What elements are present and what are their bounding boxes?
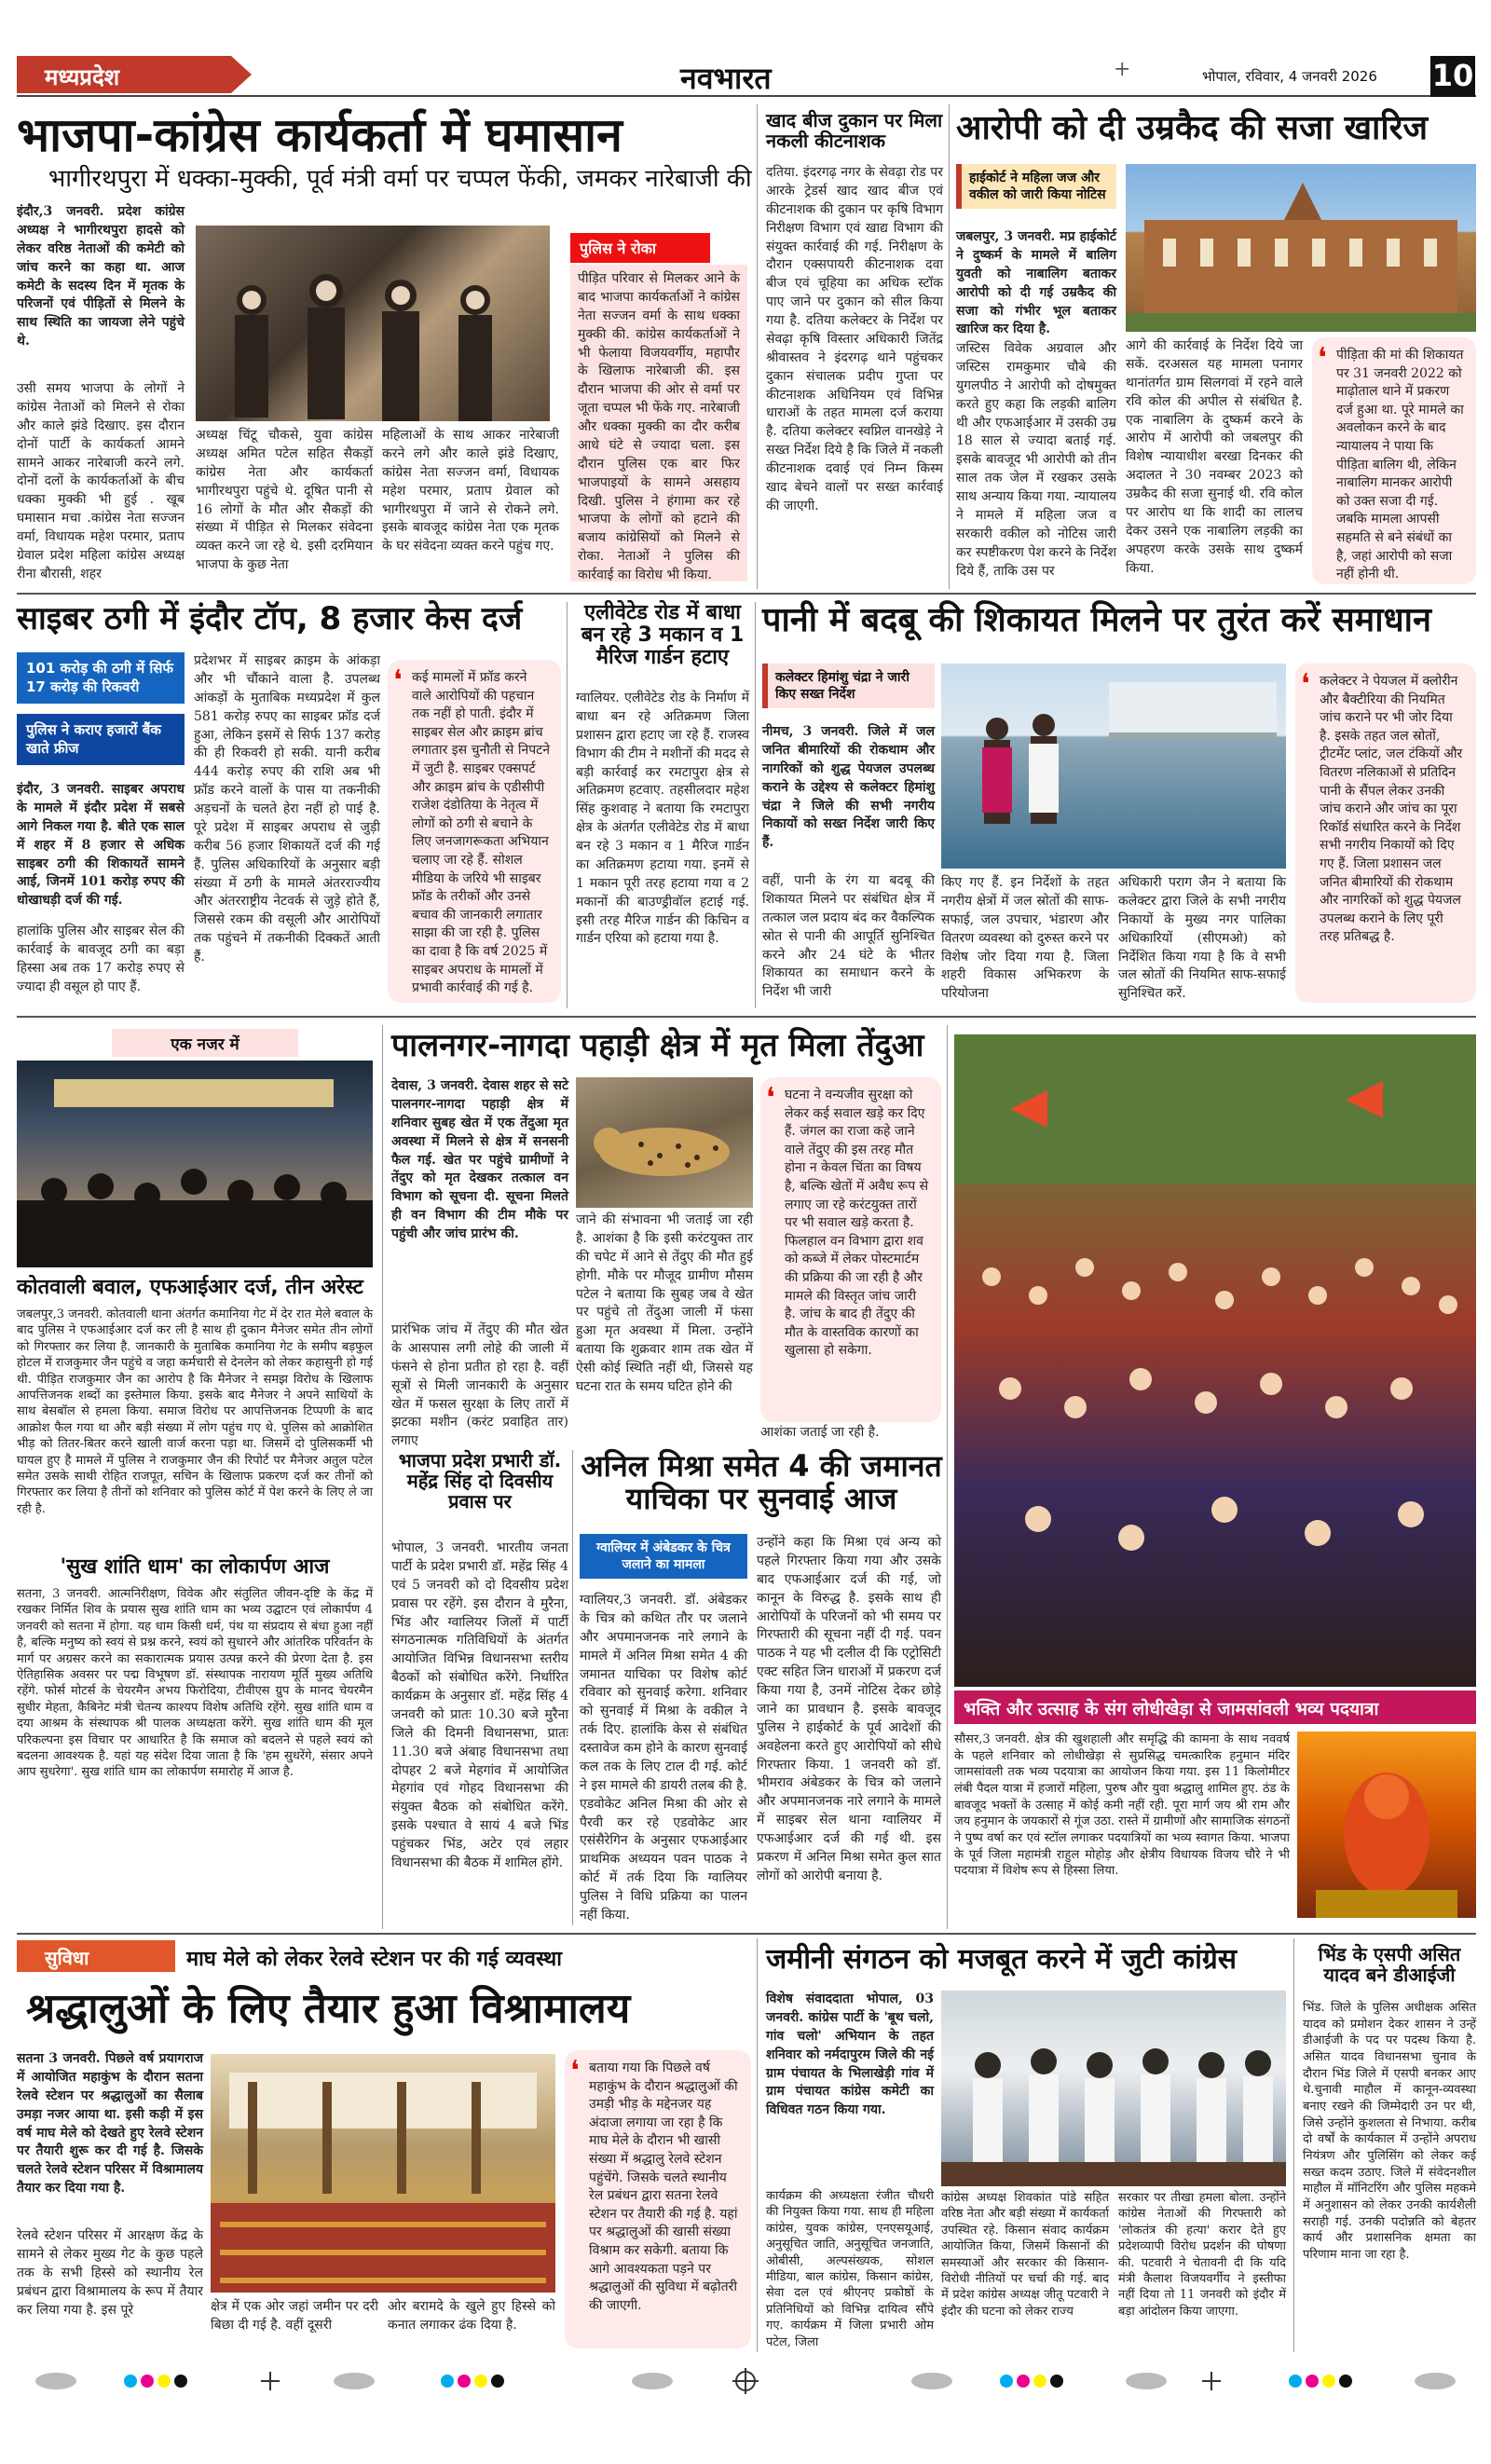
photo-rest-area-scene	[211, 2054, 555, 2293]
column-divider	[572, 1450, 573, 1925]
row-divider	[17, 1933, 1476, 1935]
row-divider	[17, 1016, 1476, 1018]
body-rest-area-col2: क्षेत्र में एक ओर जहां जमीन पर दरी बिछा दी गई है. वहीं दूसरी	[211, 2299, 378, 2333]
body-water-smell-col1: वहीं, पानी के रंग या बदबू की शिकायत मिलने पर संबंधित क्षेत्र में तत्काल जल प्रदाय बंद कर वैकल्पिक स्रोत से पानी की आपूर्ति सुनिश्चित करने और 24 घंटे के भीतर शिकायत का समाधान करने के निर्देश भी जारी	[762, 873, 935, 1000]
body-leopard-col1: प्रारंभिक जांच में तेंदुए की मौत खेत के आसपास लगी लोहे की जाली में फंसने से होना प्रतीत हो रहा है. वहीं सूत्रों से मिली जानकारी के अनुसार खेत में फसल सुरक्षा के लिए तारों में झटका मशीन (करंट प्रवाहित तार) लगाए	[391, 1322, 568, 1449]
column-divider	[757, 1938, 758, 2352]
photo-water-plant-scene	[941, 664, 1286, 869]
page-number: 10	[1430, 56, 1475, 97]
body-bjp-congress-col3: महिलाओं के साथ आकर नारेबाजी करने लगे और काले झंडे दिखाए, कांग्रेस नेता सज्जन वर्मा, विधायक महेश परमार, प्रताप ग्रेवाल को भागीरथपुरा में जाने से रोकने लगे. इसके बावजूद कांग्रेस नेता एक मृतक के घर संवेदना व्यक्त करने पहुंच गए.	[382, 428, 559, 554]
tag-highcourt-notice: हाईकोर्ट ने महिला जज और वकील को जारी किया नोटिस	[956, 164, 1116, 209]
tag-police-stopped: पुलिस ने रोका	[570, 233, 710, 263]
photo-padyatra-crowd	[954, 1034, 1476, 1687]
lead-leopard: देवास, 3 जनवरी. देवास शहर से सटे पालनगर-नागदा पहाड़ी क्षेत्र में शनिवार सुबह खेत में एक तेंदुआ मृत अवस्था में मिलने से क्षेत्र में सनसनी फैल गई. खेत पर पहुंचे ग्रामीणों ने तेंदुए को मृत देखकर तत्काल वन विभाग को सूचना दी. सूचना मिलते ही वन विभाग की टीम मौके पर पहुंची और जांच प्रारंभ की.	[391, 1078, 568, 1241]
body-water-smell-col3: अधिकारी पराग जैन ने बताया कि कलेक्टर द्वारा जिले के सभी नगरीय निकायों के मुख्य नगर पालिका अधिकारियों (सीएमओ) को निर्देशित किया गया है कि वे सभी जल स्रोतों की नियमित साफ-सफाई सुनिश्चित करें.	[1118, 875, 1286, 1002]
dateline: भोपाल, रविवार, 4 जनवरी 2026	[1202, 68, 1377, 85]
headline-leopard: पालनगर-नागदा पहाड़ी क्षेत्र में मृत मिला तेंदुआ	[391, 1027, 924, 1064]
kicker-magh-mela: माघ मेले को लेकर रेलवे स्टेशन पर की गई व्यवस्था	[186, 1948, 562, 1971]
headline-bjp-incharge: भाजपा प्रदेश प्रभारी डॉ. महेंद्र सिंह दो दिवसीय प्रवास पर	[398, 1449, 562, 1513]
headline-cyber-fraud: साइबर ठगी में इंदौर टॉप, 8 हजार केस दर्ज	[17, 600, 523, 637]
crosshair-icon: +	[1114, 58, 1131, 81]
headline-life-sentence: आरोपी को दी उम्रकैद की सजा खारिज	[956, 109, 1429, 147]
lead-cyber-fraud: इंदौर, 3 जनवरी. साइबर अपराध के मामले में इंदौर प्रदेश में सबसे आगे निकल गया है. बीते एक साल में शहर में 8 हजार से अधिक साइबर ठगी की शिकायतें सामने आई, जिनमें 101 करोड़ रुपए की धोखाधड़ी दर्ज की गई.	[17, 782, 185, 909]
photo-hanuman-idol	[1297, 1732, 1476, 1918]
quote-cyber-fraud: ❛ कई मामलों में फ्रॉड करने वाले आरोपियों की पहचान तक नहीं हो पाती. इंदौर में साइबर सेल और क्राइम ब्रांच लगातार इस चुनौती से निपटने में जुटी है. साइबर एक्सपर्ट और क्राइम ब्रांच के एडीसीपी राजेश दंडोतिया के नेतृत्व में लोगों को ठगी से बचाने के लिए जनजागरूकता अभियान चलाए जा रहे हैं. सोशल मीडिया के जरिये भी साइबर फ्रॉड के तरीकों और उनसे बचाव की जानकारी लगातार साझा की जा रही है. पुलिस का दावा है कि वर्ष 2025 में साइबर अपराध के मामलों में प्रभावी कार्रवाई की गई है.	[388, 660, 561, 1003]
photo-hanuman-temple	[1297, 1732, 1476, 1918]
body-bjp-congress-col2: अध्यक्ष चिंटू चौकसे, युवा कांग्रेस अध्यक्ष अमित पटेल सहित सैकड़ों कांग्रेस नेता और कार्यकर्ता भागीरथपुरा पहुंचे थे. दूषित पानी से 16 लोगों के मौत और सैकड़ों की संख्या में पीड़ित से मिलकर संवेदना व्यक्त करने जा रहे थे. इसी दरमियान भाजपा के कुछ नेता	[196, 428, 373, 573]
body-anil-mishra-col2: उन्होंने कहा कि मिश्रा एवं अन्य को पहले गिरफ्तार किया गया और उसके बाद एफआईआर दर्ज की गई, जो कानून के विरुद्ध है. इसके साथ ही आरोपियों के परिजनों को भी समय पर गिरफ्तारी की सूचना नहीं दी गई. पवन पाठक ने यह भी दलील दी कि एट्रोसिटी एक्ट सहित जिन धाराओं में प्रकरण दर्ज किया गया है, उनमें नोटिस देकर छोड़े जाने का प्रावधान है. इसके बावजूद पुलिस ने हाईकोर्ट के पूर्व आदेशों की अवहेलना करते हुए आरोपियों को सीधे गिरफ्तार किया. 1 जनवरी को डॉ. भीमराव अंबेडकर के चित्र को जलाने और अपमानजनक नारे लगाने के मामले में साइबर सेल थाना ग्वालियर में एफआईआर दर्ज की गई थी. इस प्रकरण में अनिल मिश्रा समेत कुल सात लोगों को आरोपी बनाया है.	[757, 1535, 941, 1883]
caption-padyatra: भक्ति और उत्साह के संग लोधीखेड़ा से जामसांवली भव्य पदयात्रा	[954, 1691, 1476, 1724]
tag-ambedkar-case: ग्वालियर में अंबेडकर के चित्र जलाने का मामला	[580, 1534, 747, 1579]
photo-protest	[196, 226, 550, 421]
photo-highcourt-building	[1126, 164, 1476, 332]
body-bhind-sp: भिंड. जिले के पुलिस अधीक्षक असित यादव को प्रमोशन देकर शासन ने उन्हें डीआईजी के पद पर पदस्थ किया है. असित यादव विधानसभा चुनाव के दौरान भिंड जिले में एसपी बनकर आए थे.चुनावी माहौल में कानून-व्यवस्था बनाए रखने की जिम्मेदारी उन पर थी, जिसे उन्होंने कुशलता से निभाया. करीब दो वर्षों के कार्यकाल में उन्होंने अपराध नियंत्रण और पुलिसिंग को लेकर कई सख्त कदम उठाए. जिले में संवेदनशील माहौल में मॉनिटरिंग और पुलिस महकमे में अनुशासन को लेकर उनकी कार्यशैली सराही गई. उनकी पदोन्नति को बेहतर कार्य और प्रशासनिक क्षमता का परिणाम माना जा रहा है.	[1303, 2001, 1476, 2263]
headline-rest-area: श्रद्धालुओं के लिए तैयार हुआ विश्रामालय	[26, 1985, 631, 2033]
photo-highcourt	[1126, 164, 1476, 332]
print-marks	[0, 2367, 1491, 2395]
body-anil-mishra-col1: ग्वालियर,3 जनवरी. डॉ. अंबेडकर के चित्र को कथित तौर पर जलाने और अपमानजनक नारे लगाने के मामले में अनिल मिश्रा समेत 4 की जमानत याचिका पर विशेष कोर्ट रविवार को सुनवाई करेगा. शनिवार को सुनवाई में मिश्रा के वकील ने तर्क दिए. हालांकि केस से संबंधित दस्तावेज कम होने के कारण सुनवाई कल तक के लिए टाल दी गई. कोर्ट ने इस मामले की डायरी तलब की है. एडवोकेट अनिल मिश्रा की ओर से पैरवी कर रहे एडवोकेट आर एसंसैरेगिन के अनुसार एफआईआर प्राथमिक अध्ययन पवन पाठक ने कोर्ट में तर्क दिया कि ग्वालियर पुलिस ने विधि प्रक्रिया का पालन नहीं किया.	[580, 1593, 747, 1923]
photo-kotwali-crowd-figures	[17, 1061, 373, 1267]
body-cyber-fraud-col2: प्रदेशभर में साइबर क्राइम के आंकड़ा और भी चौंकाने वाला है. उपलब्ध आंकड़ों के मुताबिक मध्यप्रदेश में कुल 581 करोड़ रुपए का साइबर फ्रॉड दर्ज हुआ, लेकिन इसमें से सिर्फ 137 करोड़ की ही रिकवरी हो सकी. यानी करीब 444 करोड़ रुपए की राशि अब भी फ्रॉड करने वालों के पास या तकनीकी अड़चनों के चलते हेरा नहीं हो पाई है. पूरे प्रदेश में साइबर अपराध से जुड़ी करीब 56 हजार शिकायतें दर्ज की गई हैं. पुलिस अधिकारियों के अनुसार बड़ी संख्या में ठगी के मामले अंतरराज्यीय और अंतरराष्ट्रीय नेटवर्क से जुड़े होते हैं, जिससे रकम की वसूली और आरोपियों तक पहुंचने में तकनीकी दिक्कतें आती हैं.	[194, 653, 380, 965]
tag-bank-freeze: पुलिस ने कराए हजारों बैंक खाते फ्रीज	[17, 714, 185, 765]
headline-congress-grassroots: जमीनी संगठन को मजबूत करने में जुटी कांग्रेस	[766, 1943, 1238, 1976]
photo-padyatra	[954, 1034, 1476, 1687]
photo-water-plant	[941, 664, 1286, 869]
photo-leopard-shape	[576, 1077, 753, 1208]
tag-convenience: सुविधा	[17, 1940, 175, 1972]
headline-anil-mishra: अनिल मिश्रा समेत 4 की जमानत याचिका पर सुनवाई आज	[581, 1448, 942, 1517]
column-divider	[949, 104, 950, 589]
photo-protest-figures	[196, 226, 550, 421]
photo-congress-meeting-figures	[941, 1991, 1286, 2186]
section-tag: मध्यप्रदेश	[17, 56, 231, 93]
body-congress-col1: कार्यक्रम की अध्यक्षता रंजीत चौधरी की नियुक्त किया गया. साथ ही महिला कांग्रेस, युवक कांग्रेस, एनएसयूआई, अनुसूचित जाति, अनुसूचित जनजाति, ओबीसी, अल्पसंख्यक, सोशल मीडिया, बाल कांग्रेस, किसान कांग्रेस, सेवा दल एवं श्रीएनए प्रकोष्ठों के प्रतिनिधियों को विभिन्न दायित्व सौंपे गए. कार्यक्रम में जिला प्रभारी ओम पटेल, जिला	[766, 2189, 934, 2349]
headline-bjp-congress: भाजपा-कांग्रेस कार्यकर्ता में घमासान	[17, 108, 622, 162]
lead-congress-grassroots: विशेष संवाददाता भोपाल, 03 जनवरी. कांग्रेस पार्टी के 'बूथ चलो, गांव चलो' अभियान के तहत शनिवार को नर्मदापुरम जिले की नई ग्राम पंचायत के भिलाखेड़ी गांव में ग्राम पंचायत कांग्रेस कमेटी का विधिवत गठन किया गया.	[766, 1992, 934, 2118]
body-water-smell-col2: किए गए हैं. इन निर्देशों के तहत नगरीय क्षेत्रों में जल स्रोतों की साफ-सफाई, जल उपचार, भंडारण और वितरण व्यवस्था को दुरुस्त करने पर विशेष जोर दिया गया है. जिला शहरी विकास अभिकरण के परियोजना	[941, 875, 1109, 1002]
body-cyber-fraud-col1: हालांकि पुलिस और साइबर सेल की कार्रवाई के बावजूद ठगी का बड़ा हिस्सा अब तक 17 करोड़ रुपए से ज्यादा ही वसूल हो पाए हैं.	[17, 924, 185, 994]
tag-at-a-glance: एक नजर में	[112, 1029, 298, 1057]
body-bjp-incharge: भोपाल, 3 जनवरी. भारतीय जनता पार्टी के प्रदेश प्रभारी डॉ. महेंद्र सिंह 4 एवं 5 जनवरी को दो दिवसीय प्रदेश प्रवास पर रहेंगे. इस दौरान वे मुरैना, भिंड और ग्वालियर जिलों में पार्टी संगठनात्मक गतिविधियों के अंतर्गत आयोजित विभिन्न विधानसभा स्तरीय बैठकों को संबोधित करेंगे. निर्धारित कार्यक्रम के अनुसार डॉ. महेंद्र सिंह 4 जनवरी को प्रातः 10.30 बजे मुरैना जिले की दिमनी विधानसभा, प्रातः 11.30 बजे अंबाह विधानसभा तथा दोपहर 2 बजे मेहगांव में आयोजित मेहगांव एवं गोहद विधानसभा की संयुक्त बैठक को संबोधित करेंगे. इसके पश्चात वे सायं 4 बजे भिंड पहुंचकर भिंड, अटेर एवं लहार विधानसभा की बैठक में शामिल होंगे.	[391, 1540, 568, 1870]
lead-life-sentence: जबलपुर, 3 जनवरी. मप्र हाईकोर्ट ने दुष्कर्म के मामले में बालिग युवती को नाबालिग बताकर आरोपी को दी गई उम्रकैद की सजा को गंभीर भूल बताकर खारिज कर दिया है.	[956, 229, 1116, 337]
lead-rest-area: सतना 3 जनवरी. पिछले वर्ष प्रयागराज में आयोजित महाकुंभ के दौरान सतना रेलवे स्टेशन पर श्रद्धालुओं का सैलाब उमड़ा नजर आया था. इसी कड़ी में इस वर्ष माघ मेले को देखते हुए रेलवे स्टेशन पर तैयारी शुरू कर दी गई है. जिसके चलते रेलवे स्टेशन परिसर में विश्रामालय तैयार कर दिया गया है.	[17, 2051, 203, 2197]
subhead-bjp-congress: भागीरथपुरा में धक्का-मुक्की, पूर्व मंत्री वर्मा पर चप्पल फेंकी, जमकर नारेबाजी की	[48, 165, 752, 193]
photo-rest-area	[211, 2054, 555, 2293]
lead-water-smell: नीमच, 3 जनवरी. जिले में जल जनित बीमारियों की रोकथाम और नागरिकों को शुद्ध पेयजल उपलब्ध कराने के उद्देश्य से कलेक्टर हिमांशु चंद्रा ने जिले की सभी नगरीय निकायों को सख्त निर्देश जारी किए हैं.	[762, 724, 935, 851]
column-divider	[1293, 1938, 1294, 2352]
lead-bjp-congress: इंदौर,3 जनवरी. प्रदेश कांग्रेस अध्यक्ष ने भागीरथपुरा हादसे को लेकर वरिष्ठ नेताओं की कमेटी को जांच करने का कहा था. आज कमेटी के सदस्य दिन में मृतक के परिजनों एवं पीड़ितों से मिलने के साथ स्थिति का जायजा लेने पहुंचे थे.	[17, 204, 185, 349]
headline-water-smell: पानी में बदबू की शिकायत मिलने पर तुरंत करें समाधान	[762, 601, 1431, 639]
sidebox-police-stopped: पीड़ित परिवार से मिलकर आने के बाद भाजपा कार्यकर्ताओं ने कांग्रेस नेता सज्जन वर्मा के साथ धक्का मुक्की की. कांग्रेस कार्यकर्ताओं ने भी फेलाया विजयवर्गीय, महापौर के खिलाफ नारेबाजी की. इस दौरान भाजपा की ओर से वर्मा पर जूता चप्पल भी फेंके गए. नारेबाजी और धक्का मुक्की का दौर करीब आधे घंटे से ज्यादा चला. इस दौरान पुलिस एक बार फिर भाजपाइयों के सामने असहाय दिखी. पुलिस ने हंगामा कर रहे भाजपा के लोगों को हटाने की बजाय कांग्रेसियों को मिलने से रोका. नेताओं ने पुलिस की कार्रवाई का विरोध भी किया.	[570, 265, 747, 582]
photo-leopard	[576, 1077, 753, 1208]
column-divider	[567, 602, 568, 1008]
body-congress-col3: सरकार पर तीखा हमला बोला. उन्होंने कांग्रेस नेताओं की गिरफ्तारी को 'लोकतंत्र की हत्या' करार देते हुए प्रदेशव्यापी विरोध प्रदर्शन की घोषणा की. पटवारी ने चेतावनी दी कि यदि मंत्री कैलाश विजयवर्गीय ने इस्तीफा नहीं दिया तो 11 जनवरी को इंदौर में बड़ा आंदोलन किया जाएगा.	[1118, 2191, 1286, 2319]
column-divider	[757, 104, 758, 589]
headline-kotwali: कोतवाली बवाल, एफआईआर दर्ज, तीन अरेस्ट	[17, 1276, 363, 1299]
newspaper-name: नवभारत	[680, 61, 772, 96]
column-divider	[755, 602, 756, 1008]
tag-cyber-recovery: 101 करोड़ की ठगी में सिर्फ 17 करोड़ की रिकवरी	[17, 652, 185, 704]
body-rest-area-col1: रेलवे स्टेशन परिसर में आरक्षण केंद्र के सामने से लेकर मुख्य गेट के कुछ पहले तक के सभी हिस्से को स्थानीय रेल प्रबंधन द्वारा विश्रामालय के रूप में तैयार कर लिया गया है. इस पूरे	[17, 2228, 203, 2318]
quote-life-sentence: ❛ पीड़िता की मां की शिकायत पर 31 जनवरी 2022 को माढ़ोताल थाने में प्रकरण दर्ज हुआ था. पूरे मामले का अवलोकन करने के बाद न्यायालय ने पाया कि पीड़िता बालिग थी, लेकिन नाबालिग मानकर आरोपी को उक्त सजा दी गई. जबकि मामला आपसी सहमति से बने संबंधों का है, जहां आरोपी को सजा नहीं होनी थी.	[1312, 337, 1476, 584]
body-life-sentence-col1: जस्टिस विवेक अग्रवाल और जस्टिस रामकुमार चौबे की युगलपीठ ने आरोपी को दोषमुक्त करते हुए कहा कि लड़की बालिग थी और एफआईआर में उसकी उम्र 18 साल से ज्यादा बताई गई. इसके बावजूद भी आरोपी को तीन साल तक जेल में रखकर उसके साथ अन्याय किया गया. न्यायालय ने मामले में महिला जज व सरकारी वकील को नोटिस जारी कर स्पष्टीकरण पेश करने के निर्देश दिये हैं, ताकि उस पर	[956, 341, 1116, 579]
row-divider	[17, 593, 1476, 595]
column-divider	[382, 1025, 383, 1929]
photo-kotwali-crowd	[17, 1061, 373, 1267]
column-divider	[947, 1025, 948, 1929]
quote-water-smell: ❛ कलेक्टर ने पेयजल में क्लोरीन और बैक्टीरिया की नियमित जांच कराने पर भी जोर दिया है. इसके तहत जल स्रोतों, ट्रीटमेंट प्लांट, जल टंकियों और वितरण नलिकाओं से प्रतिदिन पानी के सैंपल लेकर उनकी जांच कराने और जांच का पूरा रिकॉर्ड संधारित करने के निर्देश सभी नगरीय निकायों को दिए गए हैं. जिला प्रशासन जल जनित बीमारियों की रोकथाम और नागरिकों को शुद्ध पेयजल उपलब्ध कराने के लिए पूरी तरह प्रतिबद्ध है.	[1295, 664, 1476, 1003]
photo-congress-meeting	[941, 1991, 1286, 2186]
body-padyatra: सौसर,3 जनवरी. क्षेत्र की खुशहाली और समृद्धि की कामना के साथ नववर्ष के पहले शनिवार को लोधीखेड़ा से सुप्रसिद्ध चमत्कारिक हनुमान मंदिर जामसांवली तक भव्य पदयात्रा का आयोजन किया गया. इस 11 किलोमीटर लंबी पैदल यात्रा में हजारों महिला, पुरुष और युवा श्रद्धालु शामिल हुए. ठंड के बावजूद भक्तों के उत्साह में कोई कमी नहीं रही. पूरा मार्ग जय श्री राम और जय हनुमान के जयकारों से गूंज उठा. रास्ते में ग्रामीणों और सामाजिक संगठनों ने पुष्प वर्षा कर एवं स्टॉल लगाकर पदयात्रियों का भव्य स्वागत किया. भाजपा के पूर्व जिला महामंत्री राहुल मोहोड़ और क्षेत्रीय विधायक विजय चौरे ने भी पदयात्रा में विशेष रूप से हिस्सा लिया.	[954, 1732, 1290, 1879]
body-rest-area-col3: ओर बरामदे के खुले हुए हिस्से को कनात लगाकर ढंक दिया है.	[388, 2299, 555, 2333]
headline-sukh-shanti: 'सुख शांति धाम' का लोकार्पण आज	[60, 1555, 330, 1579]
headline-bhind-sp: भिंड के एसपी असित यादव बने डीआईजी	[1318, 1943, 1461, 1986]
body-kotwali: जबलपुर,3 जनवरी. कोतवाली थाना अंतर्गत कमानिया गेट में देर रात मेले बवाल के बाद पुलिस ने एफआईआर दर्ज कर ली है साथ ही दुकान मैनेजर समेत तीन लोगों को गिरफ्तार कर लिया है. जानकारी के मुताबिक कमानिया गेट के समीप बड़फुल होटल में राजकुमार जैन पहुंचे व जहा कर्मचारी से देनलेन को लेकर कहासुनी हो गई थी. पीड़ित राजकुमार जैन का आरोप है कि मैनेजर ने समझ विरोध के खिलाफ आपत्तिजनक शब्दों का इस्तेमाल किया. इसके बाद मैनेजर ने अपने साथियों के साथ बेसबॉल से हमला किया. समाज विरोध पर आपत्तिजनक टिप्पणी के बाद आक्रोश फैल गया था और बड़ी संख्या में लोग पहुंच गए थे. पुलिस को आक्रोशित भीड़ को तितर-बितर करने खाली वार्ज करना पड़ा था. जिसमें दो पुलिसकर्मी भी घायल हुए है मामले में पुलिस ने राजकुमार जैन की रिपोर्ट पर मैनेजर अतुल पटेल समेत उसके साथी रोहित राजपूत, सचिन के खिलाफ प्रकरण दर्ज कर तीनों को गिरफ्तार कर लिया है तीनों को शनिवार को पुलिस कोर्ट में पेश करने के लिए ले जा रही है.	[17, 1307, 373, 1516]
body-leopard-col2: जाने की संभावना भी जताई जा रही है. आशंका है कि इसी करंटयुक्त तार की चपेट में आने से तेंदुए की मौत हुई होगी. मौके पर मौजूद ग्रामीण मौसम पटेल ने बताया कि सुबह जब वे खेत पर पहुंचे तो तेंदुआ जाली में फंसा हुआ मृत अवस्था में मिला. उन्होंने बताया कि शुक्रवार शाम तक खेत में ऐसी कोई स्थिति नहीं थी, जिससे यह घटना रात के समय घटित होने की	[576, 1212, 753, 1394]
body-elevated-road: ग्वालियर. एलीवेटेड रोड के निर्माण में बाधा बन रहे अतिक्रमण जिला प्रशासन द्वारा हटाए जा रहे हैं. राजस्व विभाग की टीम ने मशीनों की मदद से बड़ी कार्रवाई कर रमटापुरा क्षेत्र से अतिक्रमण हटवाए. तहसीलदार महेश सिंह कुशवाह ने बताया कि रमटापुरा क्षेत्र के अंतर्गत एलीवेटेड रोड में बाधा बन रहे 3 मकान व 1 मैरिज गार्डन का अतिक्रमण हटाया गया. इनमें से 1 मकान पूरी तरह हटाया गया व 2 मकानों की बाउण्ड्रीवॉल हटाई गई. इसी तरह मैरिज गार्डन की किचिन व गार्डन एरिया को हटाया गया है.	[576, 691, 749, 947]
registration-marks	[0, 2367, 1491, 2395]
quote-rest-area: ❛ बताया गया कि पिछले वर्ष महाकुंभ के दौरान श्रद्धालुओं की उमड़ी भीड़ के मद्देनजर यह अंदाजा लगाया जा रहा है कि माघ मेले के दौरान भी खासी संख्या में श्रद्धालु रेलवे स्टेशन पहुंचेंगे. जिसके चलते स्थानीय रेल प्रबंधन द्वारा सतना रेलवे स्टेशन पर तैयारी की गई है. यहां पर श्रद्धालुओं की खासी संख्या विश्राम कर सकेगी. बताया कि आगे आवश्यकता पड़ने पर श्रद्धालुओं की सुविधा में बढ़ोतरी की जाएगी.	[565, 2050, 751, 2348]
body-sukh-shanti: सतना, 3 जनवरी. आत्मनिरीक्षण, विवेक और संतुलित जीवन-दृष्टि के केंद्र में रखकर निर्मित शिव के प्रयास सुख शांति धाम का भव्य उद्घाटन एवं लोकार्पण 4 जनवरी को सतना में होगा. यह धाम किसी धर्म, पंथ या संप्रदाय से बंधा हुआ नहीं है, बल्कि मनुष्य को स्वयं से प्रश्न करने, स्वयं को सुधारने और आंतरिक परिवर्तन के मार्ग पर अग्रसर करने का सकारात्मक प्रयास उत्पन्न करने की प्रेरणा देता है. इस ऐतिहासिक अवसर पर पद्म विभूषण डॉ. संस्थापक नारायण मूर्ति मुख्य अतिथि रहेंगे. फोर्स मोटर्स के चेयरमैन अभय फिरोदिया, टीवीएस ग्रुप के मानद चेयरमैन सुधीर मेहता, कैबिनेट मंत्री चेतन्य काश्यप विशेष अतिथि रहेंगे. सुख शांति धाम व दया आश्रम के संस्थापक श्री पालक अध्यक्षता करेंगे. सुख शांति धाम की मूल परिकल्पना इस विचार पर आधारित है कि समाज को बदलने से पहले स्वयं को बदलना आवश्यक है. यहां यह संदेश दिया जाता है कि 'हम सुधरेंगे, संसार अपने आप सुधरेगा'. सुख शांति धाम का लोकार्पण समारोह में आज है.	[17, 1587, 373, 1780]
body-congress-col2: कांग्रेस अध्यक्ष शिवकांत पांडे सहित वरिष्ठ नेता और बड़ी संख्या में कार्यकर्ता उपस्थित रहे. किसान संवाद कार्यक्रम आयोजित किया, जिसमें किसानों की समस्याओं और सरकार की किसान-विरोधी नीतियों पर चर्चा की गई. बाद में प्रदेश कांग्रेस अध्यक्ष जीतू पटवारी ने इंदौर की घटना को लेकर राज्य	[941, 2191, 1109, 2319]
quote-leopard: ❛ घटना ने वन्यजीव सुरक्षा को लेकर कई सवाल खड़े कर दिए हैं. जंगल का राजा कहे जाने वाले तेंदुए की इस तरह मौत होना न केवल चिंता का विषय है, बल्कि खेतों में अवैध रूप से लगाए जा रहे करंटयुक्त तारों पर भी सवाल खड़े करता है. फिलहाल वन विभाग द्वारा शव को कब्जे में लेकर पोस्टमार्टम की प्रक्रिया की जा रही है और मामले की विस्तृत जांच जारी है. जांच के बाद ही तेंदुए की मौत के वास्तविक कारणों का खुलासा हो सकेगा.	[760, 1077, 941, 1422]
body-life-sentence-col2: आगे की कार्रवाई के निर्देश दिये जा सकें. दरअसल यह मामला पनागर थानांतर्गत ग्राम सिलगवां में रहने वाले रवि कोल की अपील से संबंधित है. एक नाबालिग के दुष्कर्म करने के आरोप में आरोपी को जबलपुर की विशेष न्यायाधीश बरखा दिनकर की अदालत ने 30 नवम्बर 2023 को उम्रकैद की सजा सुनाई थी. रवि कोल पर आरोप था कि शादी का लालच देकर उसने एक नाबालिग लड़की का अपहरण करके उसके साथ दुष्कर्म किया.	[1126, 338, 1303, 576]
body-fake-pesticide: दतिया. इंदरगढ़ नगर के सेवढ़ा रोड पर आरके ट्रेडर्स खाद खाद बीज एवं कीटनाशक की दुकान पर कृषि विभाग निरीक्षण विभाग एवं खाद्य विभाग की संयुक्त कार्रवाई की गई. निरीक्षण के दौरान एक्सपायरी कीटनाशक दवा बीज एवं चूहिया का अधिक स्टॉक पाए जाने पर दुकान को सील किया गया है. दतिया कलेक्टर के निर्देश पर सेवढ़ा कृषि विस्तार अधिकारी जितेंद्र श्रीवास्तव ने इंदरगढ़ थाने पहुंचकर दुकान संचालक प्रदीप गुप्ता पर कीटनाशक अधिनियम एवं विभिन्न धाराओं के तहत मामला दर्ज कराया है. दतिया कलेक्टर स्वप्निल वानखेड़े ने सख्त निर्देश दिये है कि जिले में नकली कीटनाशक दवाई एवं निम्न किस्म खाद बेचने वालों पर सख्त कार्रवाई की जाएगी.	[766, 165, 943, 513]
tag-collector-orders: कलेक्टर हिमांशु चंद्रा ने जारी किए सख्त निर्देश	[762, 664, 935, 708]
headline-elevated-road: एलीवेटेड रोड में बाधा बन रहे 3 मकान व 1 मैरिज गार्डन हटाए	[581, 601, 745, 670]
body-leopard-col3: आशंका जताई जा रही है.	[760, 1425, 880, 1440]
body-bjp-congress-col1: उसी समय भाजपा के लोगों ने कांग्रेस नेताओं को मिलने से रोका और काले झंडे दिखाए. इस दौरान दोनों पार्टी के कार्यकर्ता आमने सामने आकर नारेबाजी करने लगे. दोनों दलों के कार्यकर्ताओं के बीच धक्का मुक्की भी हुई . खूब घमासान मचा .कांग्रेस नेता सज्जन वर्मा, विधायक महेश परमार, प्रताप ग्रेवाल प्रदेश महिला कांग्रेस अध्यक्ष रीना बौरासी, शहर	[17, 381, 185, 582]
headline-fake-pesticide: खाद बीज दुकान पर मिला नकली कीटनाशक	[766, 109, 943, 152]
